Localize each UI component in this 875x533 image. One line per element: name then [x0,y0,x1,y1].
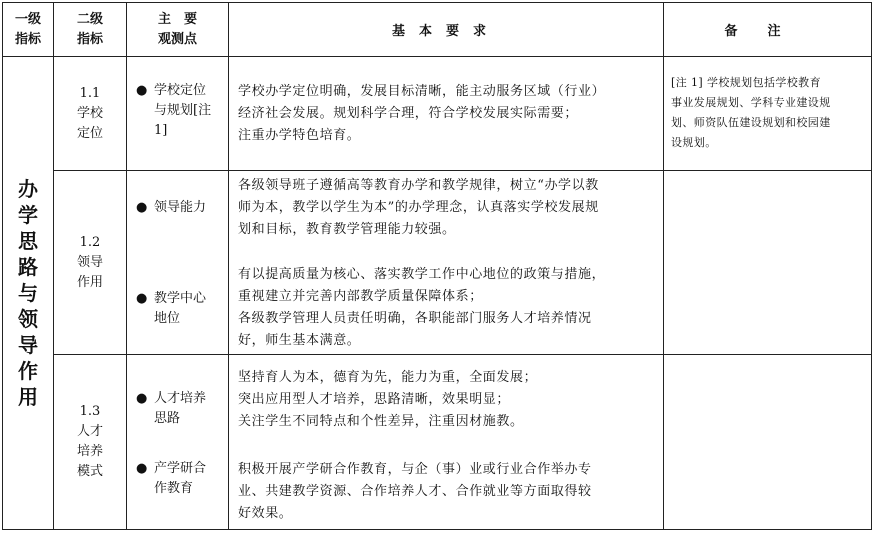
level2-name-line: 模式 [76,464,103,479]
level2-code: 1.2 [79,234,101,250]
level1-label-char: 用 [18,385,38,409]
requirement-paragraph [238,264,658,352]
requirement-line: 注重办学特色培育。 [238,128,361,143]
bullet-icon: ● [136,83,148,98]
observation-point-line: 教学中心 [154,291,207,306]
requirement-line: 关注学生不同特点和个性差异，注重因材施教。 [238,414,524,429]
evaluation-table [2,2,872,530]
observation-point [136,389,226,429]
requirement-line: 学校办学定位明确，发展目标清晰，能主动服务区域（行业） [238,84,606,99]
requirement-line: 各级领导班子遵循高等教育办学和教学规律，树立“办学以教 [238,178,599,193]
level2-name-line: 学校 [76,105,103,121]
note-1 [671,73,869,153]
requirement-paragraph [238,459,658,525]
observation-point-line: 作教育 [154,481,194,496]
level2-name-line: 作用 [76,274,103,290]
grid-line [126,3,127,529]
observation-point-line: 领导能力 [154,200,207,215]
level2-name-line: 领导 [76,254,103,270]
requirement-line: 师为本，教学以学生为本”的办学理念，认真落实学校发展规 [238,200,599,215]
observation-point [136,198,226,218]
header-requirements [229,3,663,56]
observation-point-line: 产学研合 [154,461,207,476]
requirement-line: 积极开展产学研合作教育，与企（事）业或行业合作举办专 [238,462,592,477]
header-level1-line: 一级 [14,11,41,27]
grid-line [53,170,871,171]
level2-indicator-1-3 [54,355,126,529]
header-level1 [3,3,53,56]
requirement-line: 重视建立并完善内部教学质量保障体系； [238,289,483,304]
header-points [127,3,228,56]
observation-point-line: 思路 [154,411,181,426]
level1-label-char: 领 [18,307,38,331]
bullet-icon: ● [136,200,148,215]
requirement-line: 好效果。 [238,506,293,521]
requirement-line: 各级教学管理人员责任明确，各职能部门服务人才培养情况 [238,311,592,326]
level2-name-line: 人才 [76,424,103,439]
level1-label-char: 学 [18,203,38,227]
requirement-line: 经济社会发展。规划科学合理，符合学校发展实际需要； [238,106,579,121]
header-level2-line: 二级 [76,11,103,27]
observation-point [136,289,226,329]
level2-code: 1.3 [79,404,101,419]
grid-line [663,3,664,529]
requirement-line: 有以提高质量为核心、落实教学工作中心地位的政策与措施， [238,267,606,282]
observation-point [136,459,226,499]
level1-label-char: 导 [18,333,38,357]
header-notes [664,3,871,56]
level2-name-line: 定位 [76,125,103,141]
header-requirements-text: 基本要求 [391,24,500,39]
header-level1-line: 指标 [14,31,41,47]
note-line: 事业发展规划、学科专业建设规 [671,96,831,109]
requirement-line: 好，师生基本满意。 [238,333,361,348]
observation-point-line: 1] [154,123,168,138]
requirement-line: 划和目标，教育教学管理能力较强。 [238,222,456,237]
header-notes-text: 备注 [724,24,811,39]
level2-code: 1.1 [79,85,101,101]
level1-label [18,176,38,410]
requirement-paragraph [238,175,658,241]
level2-indicator-1-2 [54,171,126,354]
requirement-line: 业、共建教学资源、合作培养人才、合作就业等方面取得较 [238,484,592,499]
level1-label-char: 与 [18,281,38,305]
level1-label-char: 办 [18,177,38,201]
bullet-icon: ● [136,391,148,406]
observation-point [136,81,226,141]
level1-indicator [3,57,53,529]
observation-point-line: 与规划[注 [154,103,212,118]
requirement-paragraph [238,367,658,433]
level1-label-char: 思 [18,229,38,253]
observation-point-line: 学校定位 [154,83,207,98]
requirement-line: 突出应用型人才培养，思路清晰，效果明显； [238,392,511,407]
grid-line [228,3,229,529]
requirement-line: 坚持育人为本，德育为先，能力为重，全面发展； [238,370,538,385]
level1-label-char: 作 [18,359,38,383]
level1-label-char: 路 [18,255,38,279]
header-level2-line: 指标 [76,31,103,47]
header-points-line: 主 要 [157,11,197,27]
grid-line [3,56,871,57]
level2-name-line: 培养 [76,444,103,459]
header-level2 [54,3,126,56]
observation-point-line: 人才培养 [154,391,207,406]
note-line: [注 1] 学校规划包括学校教育 [671,76,821,89]
note-line: 划、师资队伍建设规划和校园建 [671,116,831,129]
bullet-icon: ● [136,291,148,306]
note-line: 设规划。 [671,136,717,149]
bullet-icon: ● [136,461,148,476]
requirement-paragraph [238,81,658,147]
level2-indicator-1-1 [54,57,126,170]
header-points-line: 观测点 [157,31,197,47]
observation-point-line: 地位 [154,311,181,326]
grid-line [53,354,871,355]
